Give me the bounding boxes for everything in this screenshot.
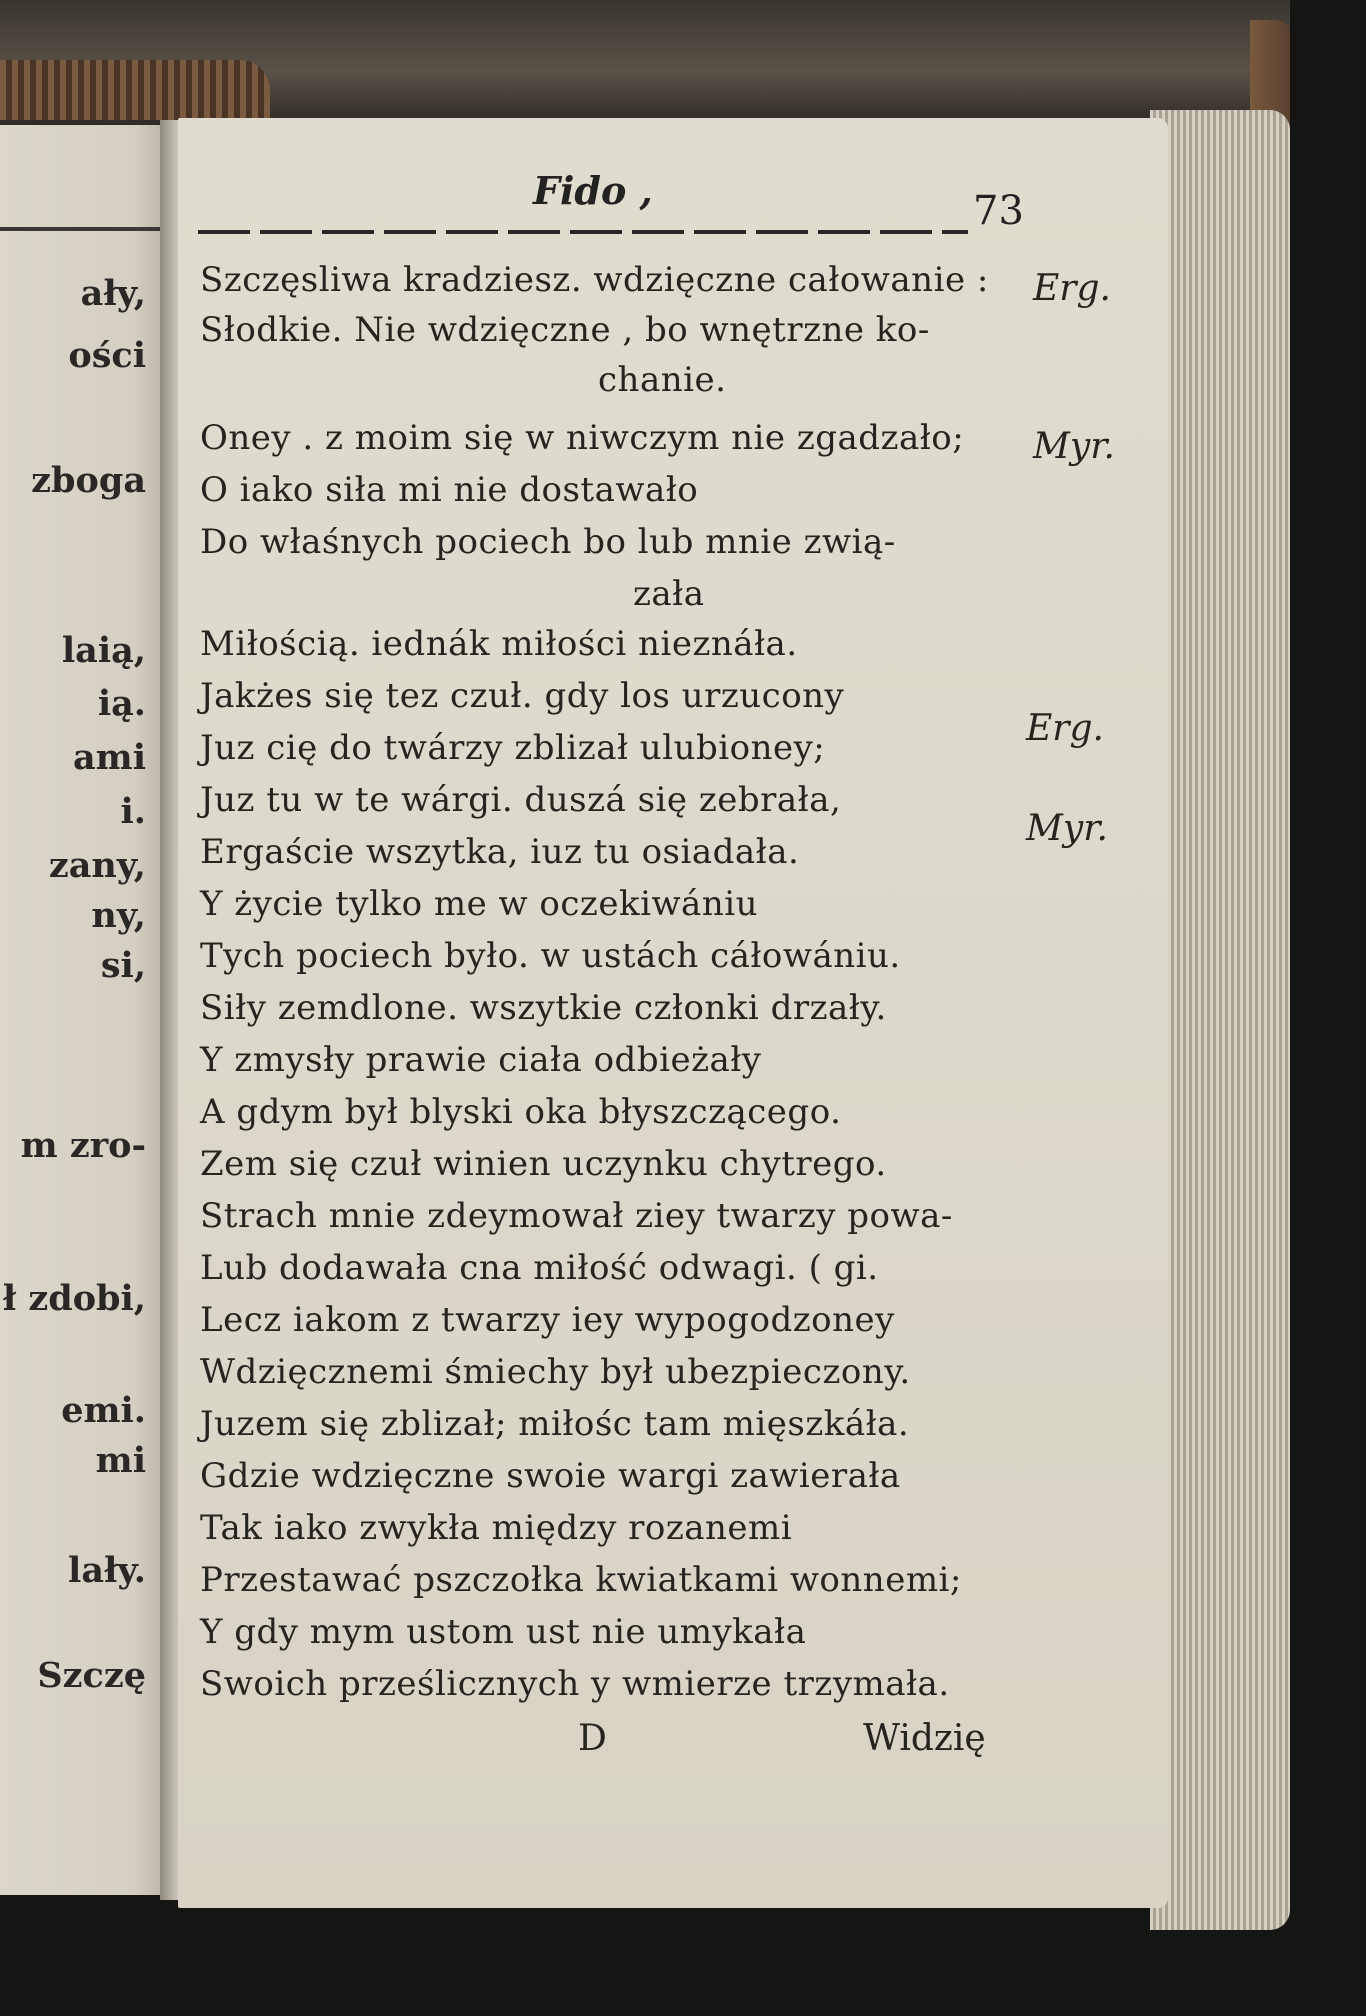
verse-line: Y zmysły prawie ciała odbieżały [200,1040,762,1080]
left-fragment: mi [95,1440,146,1481]
page-edges [1150,110,1290,1930]
headband [0,60,270,120]
left-fragment: ł zdobi, [2,1278,146,1319]
verse-line: Strach mnie zdeymował ziey twarzy powa- [200,1196,953,1236]
left-page-text [0,125,168,1895]
verse-line: chanie. [598,360,727,400]
verse-line: Juz tu w te wárgi. duszá się zebrała, [200,780,842,820]
left-fragment: emi. [61,1390,146,1431]
verse-line: Siły zemdlone. wszytkie członki drzały. [200,988,887,1028]
speaker-label: Myr. [1026,808,1108,849]
left-page [0,125,168,1895]
signature-mark: D [578,1718,607,1759]
left-fragment: ały, [80,273,146,314]
verse-line: Y gdy mym ustom ust nie umykała [200,1612,807,1652]
left-fragment: si, [100,945,146,986]
verse-line: Przestawać pszczołka kwiatkami wonnemi; [200,1560,962,1600]
left-fragment: laią, [61,630,146,671]
verse-line: Tych pociech było. w ustách cáłowániu. [200,936,901,976]
verse-line: Do właśnych pociech bo lub mnie zwią- [200,522,896,562]
speaker-label: Erg. [1033,268,1111,309]
verse-line: Lecz iakom z twarzy iey wypogodzoney [200,1300,895,1340]
page-number: 73 [973,188,1024,234]
verse-line: Gdzie wdzięczne swoie wargi zawierała [200,1456,901,1496]
verse-line: zała [633,574,705,614]
verse-line: Szczęsliwa kradziesz. wdzięczne całowanie : [200,260,989,300]
left-fragment: i. [120,791,146,832]
left-fragment: ami [72,737,146,778]
verse-text [178,118,1168,1908]
left-fragment: Szczę [37,1655,146,1696]
verse-line: Juz cię do twárzy zblizał ulubioney; [200,728,826,768]
verse-line: Juzem się zblizał; miłośc tam mięszkáła. [200,1404,910,1444]
verse-line: Słodkie. Nie wdzięczne , bo wnętrzne ko- [200,310,930,350]
verse-line: Swoich prześlicznych y wmierze trzymała. [200,1664,950,1704]
verse-line: Ergaście wszytka, iuz tu osiadała. [200,832,800,872]
left-fragment: zboga [31,460,146,501]
right-page [178,118,1168,1908]
verse-line: Miłością. iednák miłości nieznáła. [200,624,798,664]
verse-line: Jakżes się tez czuł. gdy los urzucony [200,676,845,716]
left-fragment: zany, [48,845,146,886]
speaker-label: Erg. [1026,708,1104,749]
left-fragment: lały. [68,1550,146,1591]
left-fragment: ią. [97,683,146,724]
left-fragment: ny, [91,895,146,936]
verse-line: Oney . z moim się w niwczym nie zgadzało; [200,418,965,458]
verse-line: Tak iako zwykła między rozanemi [200,1508,793,1548]
verse-line: Y życie tylko me w oczekiwániu [200,884,758,924]
verse-line: A gdym był blyski oka błyszczącego. [200,1092,842,1132]
running-head: Fido , [533,168,653,213]
left-fragment: m zro- [20,1125,146,1166]
speaker-label: Myr. [1033,426,1115,467]
verse-line: Zem się czuł winien uczynku chytrego. [200,1144,887,1184]
catchword: Widzię [863,1718,986,1759]
verse-line: Wdzięcznemi śmiechy był ubezpieczony. [200,1352,911,1392]
verse-line: Lub dodawała cna miłość odwagi. ( gi. [200,1248,879,1288]
verse-line: O iako siła mi nie dostawało [200,470,699,510]
left-fragment: ości [68,335,146,376]
